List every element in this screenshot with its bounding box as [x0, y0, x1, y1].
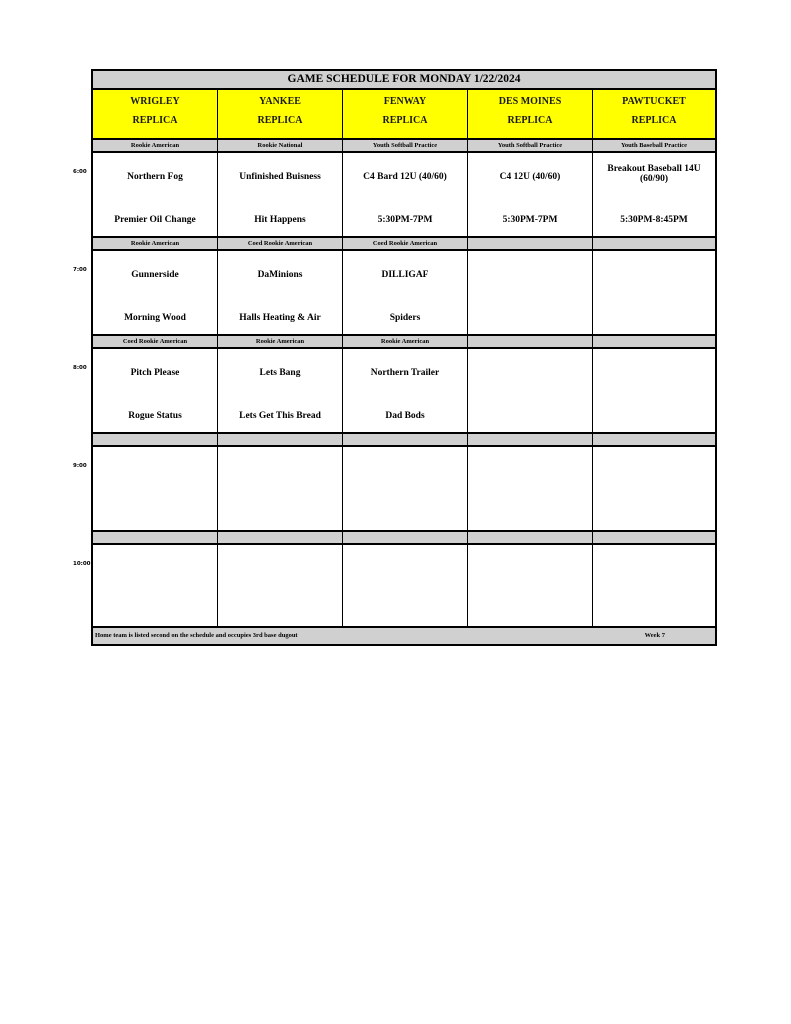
game-cell	[218, 251, 343, 334]
division-label	[468, 434, 593, 445]
visiting-team: C4 12U (40/60)	[499, 172, 561, 182]
game-cell	[468, 545, 593, 628]
division-label: Coed Rookie American	[93, 336, 218, 347]
game-cell	[93, 251, 218, 334]
week-label: Week 7	[644, 632, 665, 639]
division-label: Rookie American	[93, 140, 218, 151]
home-team: 5:30PM-7PM	[377, 215, 433, 225]
field-header-fenway	[343, 90, 468, 138]
game-cell	[93, 545, 218, 628]
field-sub: REPLICA	[382, 115, 428, 126]
division-label	[593, 336, 715, 347]
field-header-wrigley	[93, 90, 218, 138]
game-cell	[343, 251, 468, 334]
home-team: Hit Happens	[254, 215, 306, 225]
visiting-team: Lets Bang	[259, 368, 301, 378]
division-label	[93, 434, 218, 445]
field-sub: REPLICA	[132, 115, 178, 126]
game-cell	[468, 251, 593, 334]
game-cell	[93, 447, 218, 530]
time-label: 9:00	[73, 463, 87, 469]
game-cell	[343, 349, 468, 432]
home-team: Morning Wood	[124, 313, 186, 323]
division-label: Rookie National	[218, 140, 343, 151]
visiting-team: C4 Bard 12U (40/60)	[363, 172, 447, 182]
field-header-des-moines	[468, 90, 593, 138]
visiting-team: Northern Fog	[127, 172, 183, 182]
home-team: Rogue Status	[128, 411, 182, 421]
division-label	[343, 434, 468, 445]
division-label	[468, 238, 593, 249]
game-cell	[343, 447, 468, 530]
field-header-pawtucket	[593, 90, 715, 138]
field-name: DES MOINES	[498, 96, 562, 107]
game-cell	[593, 447, 715, 530]
visiting-team: DaMinions	[257, 270, 303, 280]
visiting-team: Unfinished Buisness	[239, 172, 321, 182]
field-name: FENWAY	[383, 96, 427, 107]
division-label	[343, 532, 468, 543]
game-cell	[468, 349, 593, 432]
game-cell	[218, 447, 343, 530]
field-name: PAWTUCKET	[622, 96, 686, 107]
time-label: 6:00	[73, 169, 87, 175]
field-name: WRIGLEY	[130, 96, 180, 107]
game-cell	[593, 349, 715, 432]
division-label	[468, 532, 593, 543]
home-team: Lets Get This Bread	[239, 411, 321, 421]
division-label: Rookie American	[93, 238, 218, 249]
division-label: Youth Softball Practice	[343, 140, 468, 151]
game-cell	[593, 251, 715, 334]
home-team: Spiders	[389, 313, 421, 323]
home-team: Dad Bods	[385, 411, 425, 421]
game-cell	[468, 153, 593, 236]
game-cell	[218, 153, 343, 236]
game-cell	[343, 153, 468, 236]
division-label	[468, 336, 593, 347]
home-team: 5:30PM-7PM	[502, 215, 558, 225]
field-sub: REPLICA	[631, 115, 677, 126]
footer-note: Home team is listed second on the schedule and occupies 3rd base dugout	[95, 632, 298, 639]
division-label	[93, 532, 218, 543]
time-label: 8:00	[73, 365, 87, 371]
game-cell	[218, 545, 343, 628]
division-label	[593, 532, 715, 543]
division-label: Youth Softball Practice	[468, 140, 593, 151]
visiting-team: Gunnerside	[131, 270, 179, 280]
field-sub: REPLICA	[257, 115, 303, 126]
game-cell	[593, 545, 715, 628]
game-cell	[343, 545, 468, 628]
schedule-table	[91, 69, 717, 646]
division-label	[593, 238, 715, 249]
home-team: Premier Oil Change	[114, 215, 196, 225]
game-cell	[93, 153, 218, 236]
field-sub: REPLICA	[507, 115, 553, 126]
division-label	[593, 434, 715, 445]
game-cell	[218, 349, 343, 432]
division-label	[218, 434, 343, 445]
division-label: Coed Rookie American	[218, 238, 343, 249]
division-label: Coed Rookie American	[343, 238, 468, 249]
visiting-team: DILLIGAF	[381, 270, 429, 280]
game-cell	[93, 349, 218, 432]
schedule-title: GAME SCHEDULE FOR MONDAY 1/22/2024	[93, 71, 715, 90]
visiting-team: Northern Trailer	[370, 368, 440, 378]
game-cell	[468, 447, 593, 530]
game-cell	[593, 153, 715, 236]
time-label: 7:00	[73, 267, 87, 273]
field-name: YANKEE	[259, 96, 301, 107]
home-team: Halls Heating & Air	[239, 313, 321, 323]
division-label: Youth Baseball Practice	[593, 140, 715, 151]
field-header-yankee	[218, 90, 343, 138]
division-label: Rookie American	[343, 336, 468, 347]
schedule-footer	[93, 626, 715, 644]
visiting-team: Pitch Please	[130, 368, 180, 378]
home-team: 5:30PM-8:45PM	[620, 215, 688, 225]
division-label	[218, 532, 343, 543]
time-label: 10:00	[73, 561, 91, 567]
division-label: Rookie American	[218, 336, 343, 347]
visiting-team: Breakout Baseball 14U (60/90)	[607, 164, 701, 184]
